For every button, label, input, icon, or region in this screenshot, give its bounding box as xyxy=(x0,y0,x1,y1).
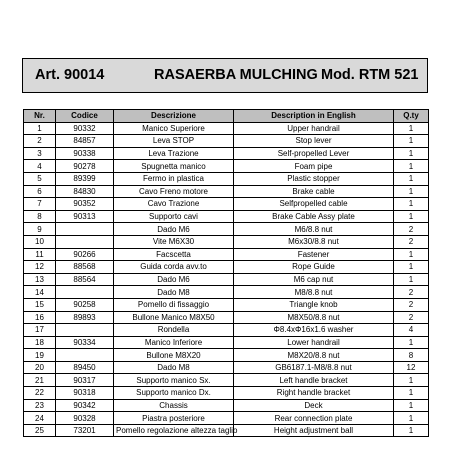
cell-codice: 90278 xyxy=(56,160,114,173)
cell-qty: 1 xyxy=(394,122,429,135)
cell-description-english: GB6187.1-M8/8.8 nut xyxy=(234,361,394,374)
cell-descrizione: Supporto cavi xyxy=(114,210,234,223)
cell-description-english: Right handle bracket xyxy=(234,387,394,400)
column-header-qty: Q.ty xyxy=(394,110,429,123)
cell-codice xyxy=(56,286,114,299)
cell-nr: 23 xyxy=(24,399,56,412)
cell-descrizione: Dado M8 xyxy=(114,361,234,374)
cell-descrizione: Cavo Trazione xyxy=(114,198,234,211)
table-row xyxy=(24,122,429,135)
cell-nr: 16 xyxy=(24,311,56,324)
cell-codice: 73201 xyxy=(56,424,114,437)
table-row xyxy=(24,261,429,274)
cell-descrizione: Fermo in plastica xyxy=(114,172,234,185)
table-row xyxy=(24,361,429,374)
cell-codice: 84830 xyxy=(56,185,114,198)
cell-nr: 22 xyxy=(24,387,56,400)
cell-nr: 3 xyxy=(24,147,56,160)
cell-codice xyxy=(56,349,114,362)
table-body xyxy=(24,122,429,437)
cell-description-english: Height adjustment ball xyxy=(234,424,394,437)
cell-nr: 7 xyxy=(24,198,56,211)
column-header-nr: Nr. xyxy=(24,110,56,123)
cell-codice: 90313 xyxy=(56,210,114,223)
cell-qty: 2 xyxy=(394,298,429,311)
cell-qty: 1 xyxy=(394,273,429,286)
cell-nr: 25 xyxy=(24,424,56,437)
table-row xyxy=(24,324,429,337)
cell-description-english: Upper handrail xyxy=(234,122,394,135)
cell-codice: 90352 xyxy=(56,198,114,211)
table-row xyxy=(24,135,429,148)
table-row xyxy=(24,311,429,324)
table-row xyxy=(24,273,429,286)
cell-description-english: M6 cap nut xyxy=(234,273,394,286)
cell-codice: 90266 xyxy=(56,248,114,261)
cell-codice: 90258 xyxy=(56,298,114,311)
table-row xyxy=(24,172,429,185)
cell-qty: 1 xyxy=(394,172,429,185)
cell-qty: 1 xyxy=(394,160,429,173)
cell-descrizione: Bullone M8X20 xyxy=(114,349,234,362)
cell-description-english: Foam pipe xyxy=(234,160,394,173)
cell-qty: 1 xyxy=(394,336,429,349)
column-header-descrizione: Descrizione xyxy=(114,110,234,123)
cell-descrizione: Chassis xyxy=(114,399,234,412)
cell-nr: 17 xyxy=(24,324,56,337)
cell-description-english: Stop lever xyxy=(234,135,394,148)
cell-descrizione: Spugnetta manico xyxy=(114,160,234,173)
cell-qty: 8 xyxy=(394,349,429,362)
cell-qty: 1 xyxy=(394,387,429,400)
cell-nr: 1 xyxy=(24,122,56,135)
cell-description-english: Triangle knob xyxy=(234,298,394,311)
cell-nr: 15 xyxy=(24,298,56,311)
cell-descrizione: Bullone Manico M8X50 xyxy=(114,311,234,324)
cell-descrizione: Pomello regolazione altezza taglio xyxy=(114,424,234,437)
parts-table xyxy=(23,109,429,437)
cell-descrizione: Leva Trazione xyxy=(114,147,234,160)
table-row xyxy=(24,412,429,425)
table-row xyxy=(24,374,429,387)
cell-qty: 1 xyxy=(394,424,429,437)
cell-qty: 1 xyxy=(394,399,429,412)
cell-description-english: Selfpropelled cable xyxy=(234,198,394,211)
cell-descrizione: Dado M6 xyxy=(114,273,234,286)
cell-codice: 90342 xyxy=(56,399,114,412)
cell-codice: 89450 xyxy=(56,361,114,374)
cell-nr: 20 xyxy=(24,361,56,374)
cell-codice: 90334 xyxy=(56,336,114,349)
cell-nr: 5 xyxy=(24,172,56,185)
table-header-row xyxy=(24,110,429,123)
cell-codice xyxy=(56,223,114,236)
cell-codice xyxy=(56,235,114,248)
table-row xyxy=(24,248,429,261)
cell-descrizione: Leva STOP xyxy=(114,135,234,148)
cell-descrizione: Supporto manico Sx. xyxy=(114,374,234,387)
cell-descrizione: Manico Inferiore xyxy=(114,336,234,349)
table-row xyxy=(24,198,429,211)
cell-qty: 1 xyxy=(394,412,429,425)
cell-nr: 8 xyxy=(24,210,56,223)
table-row xyxy=(24,336,429,349)
cell-descrizione: Manico Superiore xyxy=(114,122,234,135)
cell-descrizione: Pomello di fissaggio xyxy=(114,298,234,311)
cell-description-english: Self-propelled Lever xyxy=(234,147,394,160)
cell-descrizione: Dado M6 xyxy=(114,223,234,236)
cell-qty: 1 xyxy=(394,135,429,148)
cell-codice: 89399 xyxy=(56,172,114,185)
cell-description-english: Brake cable xyxy=(234,185,394,198)
table-row xyxy=(24,424,429,437)
cell-nr: 9 xyxy=(24,223,56,236)
table-row xyxy=(24,399,429,412)
cell-description-english: M6x30/8.8 nut xyxy=(234,235,394,248)
cell-description-english: Lower handrail xyxy=(234,336,394,349)
cell-nr: 2 xyxy=(24,135,56,148)
cell-descrizione: Guida corda avv.to xyxy=(114,261,234,274)
cell-codice: 90328 xyxy=(56,412,114,425)
column-header-codice: Codice xyxy=(56,110,114,123)
cell-descrizione: Facscetta xyxy=(114,248,234,261)
cell-nr: 12 xyxy=(24,261,56,274)
cell-qty: 2 xyxy=(394,235,429,248)
cell-codice: 88568 xyxy=(56,261,114,274)
cell-description-english: Plastic stopper xyxy=(234,172,394,185)
cell-description-english: M8X20/8.8 nut xyxy=(234,349,394,362)
cell-qty: 2 xyxy=(394,311,429,324)
cell-descrizione: Vite M6X30 xyxy=(114,235,234,248)
cell-qty: 1 xyxy=(394,374,429,387)
cell-codice: 90338 xyxy=(56,147,114,160)
table-row xyxy=(24,210,429,223)
product-name: RASAERBA MULCHING xyxy=(154,67,318,83)
cell-description-english: M6/8.8 nut xyxy=(234,223,394,236)
cell-codice: 90318 xyxy=(56,387,114,400)
cell-codice xyxy=(56,324,114,337)
table-row xyxy=(24,286,429,299)
cell-codice: 89893 xyxy=(56,311,114,324)
cell-codice: 88564 xyxy=(56,273,114,286)
cell-nr: 13 xyxy=(24,273,56,286)
cell-nr: 19 xyxy=(24,349,56,362)
cell-description-english: Rear connection plate xyxy=(234,412,394,425)
cell-nr: 21 xyxy=(24,374,56,387)
table-row xyxy=(24,160,429,173)
cell-codice: 90317 xyxy=(56,374,114,387)
cell-qty: 2 xyxy=(394,286,429,299)
cell-qty: 1 xyxy=(394,198,429,211)
cell-description-english: M8/8.8 nut xyxy=(234,286,394,299)
column-header-description-english: Description in English xyxy=(234,110,394,123)
cell-qty: 1 xyxy=(394,261,429,274)
cell-qty: 1 xyxy=(394,248,429,261)
cell-description-english: M8X50/8.8 nut xyxy=(234,311,394,324)
table-row xyxy=(24,387,429,400)
cell-description-english: Deck xyxy=(234,399,394,412)
cell-nr: 10 xyxy=(24,235,56,248)
cell-qty: 1 xyxy=(394,185,429,198)
cell-descrizione: Dado M8 xyxy=(114,286,234,299)
cell-codice: 84857 xyxy=(56,135,114,148)
table-row xyxy=(24,349,429,362)
cell-qty: 12 xyxy=(394,361,429,374)
cell-nr: 4 xyxy=(24,160,56,173)
cell-qty: 2 xyxy=(394,223,429,236)
cell-description-english: Brake Cable Assy plate xyxy=(234,210,394,223)
table-row xyxy=(24,223,429,236)
cell-description-english: Rope Guide xyxy=(234,261,394,274)
cell-nr: 14 xyxy=(24,286,56,299)
cell-codice: 90332 xyxy=(56,122,114,135)
cell-nr: 24 xyxy=(24,412,56,425)
cell-description-english: Φ8.4xΦ16x1.6 washer xyxy=(234,324,394,337)
table-row xyxy=(24,235,429,248)
cell-description-english: Left handle bracket xyxy=(234,374,394,387)
cell-description-english: Fastener xyxy=(234,248,394,261)
cell-qty: 1 xyxy=(394,210,429,223)
cell-descrizione: Piastra posteriore xyxy=(114,412,234,425)
table-row xyxy=(24,147,429,160)
cell-descrizione: Rondella xyxy=(114,324,234,337)
cell-qty: 1 xyxy=(394,147,429,160)
model-number: Mod. RTM 521 xyxy=(321,67,419,83)
cell-nr: 11 xyxy=(24,248,56,261)
cell-nr: 6 xyxy=(24,185,56,198)
cell-descrizione: Supporto manico Dx. xyxy=(114,387,234,400)
cell-descrizione: Cavo Freno motore xyxy=(114,185,234,198)
cell-qty: 4 xyxy=(394,324,429,337)
table-row xyxy=(24,298,429,311)
article-number: Art. 90014 xyxy=(35,67,105,83)
table-row xyxy=(24,185,429,198)
cell-nr: 18 xyxy=(24,336,56,349)
